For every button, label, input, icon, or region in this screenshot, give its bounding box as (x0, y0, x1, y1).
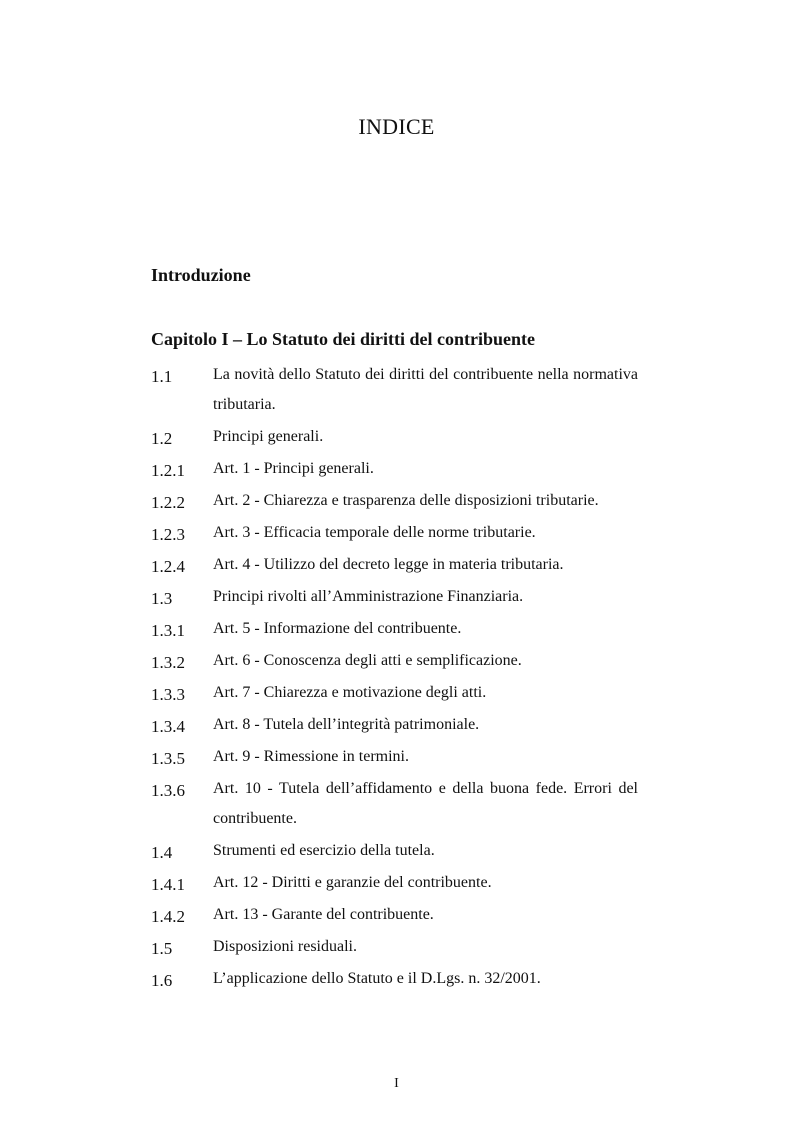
toc-entry-number: 1.3.1 (151, 621, 185, 640)
toc-entry-title: Strumenti ed esercizio della tutela. (213, 842, 435, 859)
table-of-contents (151, 360, 638, 994)
toc-entry-title: Disposizioni residuali. (213, 938, 357, 955)
toc-entry-title: Art. 13 - Garante del contribuente. (213, 906, 434, 923)
introduction-heading: Introduzione (151, 265, 251, 285)
toc-entry-number: 1.3.5 (151, 749, 185, 768)
toc-entry-number: 1.4 (151, 843, 173, 862)
toc-entry-title: Art. 7 - Chiarezza e motivazione degli atti. (213, 684, 487, 701)
toc-entry (151, 964, 638, 994)
toc-entry-number: 1.4.1 (151, 875, 185, 894)
toc-entry-title: Art. 12 - Diritti e garanzie del contribuente. (213, 874, 492, 891)
toc-entry (151, 868, 638, 898)
toc-entry (151, 486, 638, 516)
toc-entry-number: 1.2 (151, 429, 173, 448)
toc-entry-title: L’applicazione dello Statuto e il D.Lgs. n. 32/2001. (213, 970, 541, 987)
toc-entry-number: 1.3 (151, 589, 173, 608)
toc-entry-title: Principi generali. (213, 428, 324, 445)
toc-entry-title: Principi rivolti all’Amministrazione Finanziaria. (213, 588, 524, 605)
toc-entry-number: 1.6 (151, 971, 173, 990)
toc-entry-title: Art. 1 - Principi generali. (213, 460, 374, 477)
toc-entry (151, 836, 638, 866)
toc-entry (151, 932, 638, 962)
page-number: I (394, 1076, 399, 1091)
toc-entry-title: La novità dello Statuto dei diritti del contribuente nella normativa tributaria. (213, 366, 638, 413)
toc-entry (151, 518, 638, 548)
toc-entry-title: Art. 9 - Rimessione in termini. (213, 748, 409, 765)
toc-entry (151, 900, 638, 930)
toc-entry-number: 1.5 (151, 939, 173, 958)
toc-entry-number: 1.4.2 (151, 907, 185, 926)
toc-entry-number: 1.3.2 (151, 653, 185, 672)
toc-entry (151, 646, 638, 676)
toc-entry (151, 710, 638, 740)
toc-entry (151, 454, 638, 484)
toc-entry-title: Art. 3 - Efficacia temporale delle norme tributarie. (213, 524, 536, 541)
toc-entry (151, 582, 638, 612)
toc-entry (151, 774, 638, 834)
toc-entry (151, 614, 638, 644)
chapter-heading: Capitolo I – Lo Statuto dei diritti del contribuente (151, 329, 536, 349)
toc-entry-title: Art. 6 - Conoscenza degli atti e semplificazione. (213, 652, 522, 669)
toc-entry (151, 550, 638, 580)
toc-entry (151, 422, 638, 452)
toc-entry-number: 1.2.2 (151, 493, 185, 512)
toc-entry-number: 1.2.3 (151, 525, 185, 544)
toc-entry (151, 742, 638, 772)
toc-entry-number: 1.2.4 (151, 557, 185, 576)
toc-entry-title: Art. 4 - Utilizzo del decreto legge in materia tributaria. (213, 556, 564, 573)
toc-entry-title: Art. 5 - Informazione del contribuente. (213, 620, 462, 637)
toc-entry-title: Art. 2 - Chiarezza e trasparenza delle disposizioni tributarie. (213, 492, 599, 509)
toc-entry-number: 1.1 (151, 367, 173, 386)
toc-entry-number: 1.3.6 (151, 781, 185, 800)
toc-entry-title: Art. 10 - Tutela dell’affidamento e della buona fede. Errori del contribuente. (213, 780, 638, 827)
toc-entry (151, 360, 638, 420)
toc-entry-number: 1.2.1 (151, 461, 185, 480)
page-title: INDICE (358, 114, 435, 139)
toc-entry-title: Art. 8 - Tutela dell’integrità patrimoniale. (213, 716, 480, 733)
toc-entry-number: 1.3.4 (151, 717, 185, 736)
toc-entry-number: 1.3.3 (151, 685, 185, 704)
toc-entry (151, 678, 638, 708)
